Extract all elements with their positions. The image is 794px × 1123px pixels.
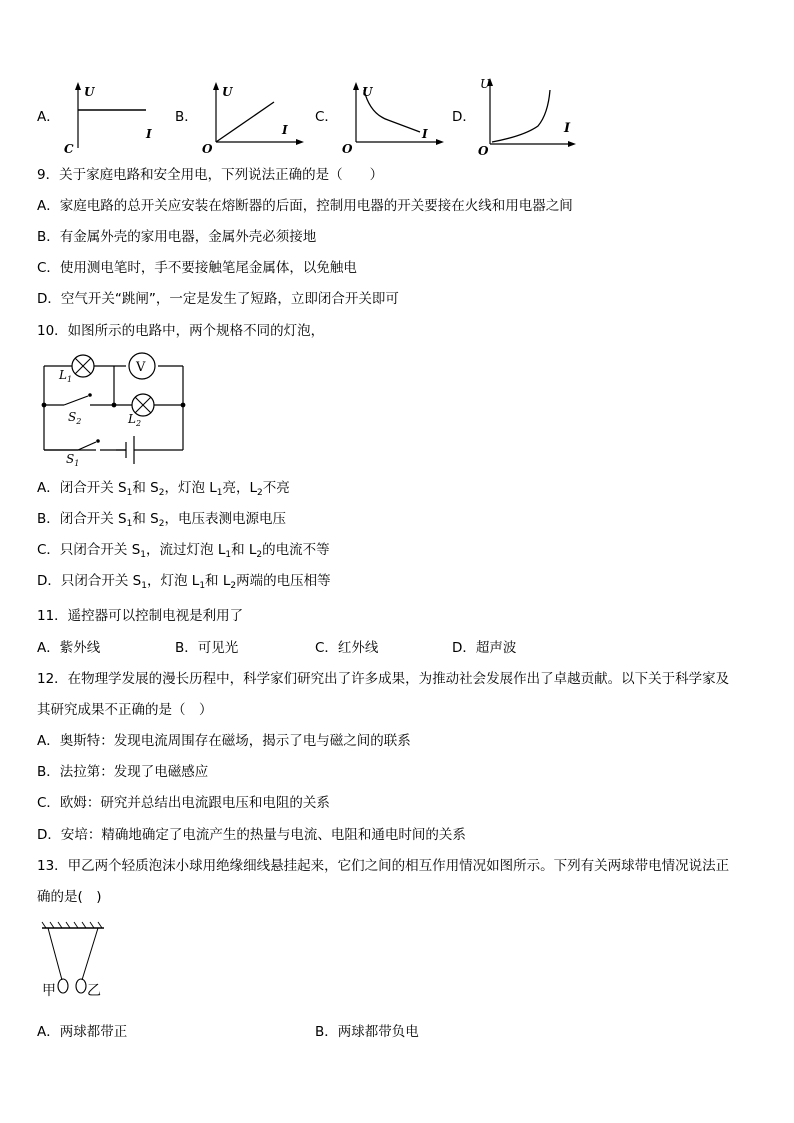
q13-hanging-balls-diagram: [38, 920, 110, 1004]
svg-text:L2: $L_2$: [128, 412, 142, 428]
svg-text:S1: $S_1$: [66, 452, 80, 468]
svg-text:U: U: [480, 77, 491, 91]
ball-yi-icon: [76, 979, 86, 993]
q12-option-c[interactable]: C．欧姆：研究并总结出电流跟电压和电阻的关系: [37, 795, 330, 811]
q10-option-a[interactable]: A．闭合开关 $S_1$和 $S_2$，灯泡 $L_1$亮，$L_2$不亮: [37, 480, 290, 498]
svg-text:O: O: [478, 144, 489, 156]
q11-option-d[interactable]: D．超声波: [452, 640, 517, 656]
graph-c: [336, 80, 446, 155]
q9-option-a[interactable]: A．家庭电路的总开关应安装在熔断器的后面，控制用电器的开关要接在火线和用电器之间: [37, 198, 573, 214]
svg-text:O: O: [342, 142, 353, 155]
svg-text:甲: 甲: [42, 983, 56, 999]
q12-stem-line2: 其研究成果不正确的是（ ）: [37, 702, 213, 718]
q12-option-b[interactable]: B．法拉第：发现了电磁感应: [37, 764, 209, 780]
graph-d: [476, 76, 586, 156]
svg-text:L1: $L_1$: [59, 368, 73, 384]
q13-option-b[interactable]: B．两球都带负电: [315, 1024, 419, 1040]
q11-option-b[interactable]: B．可见光: [175, 640, 239, 656]
svg-text:S2: $S_2$: [68, 410, 82, 426]
q13-option-a[interactable]: A．两球都带正: [37, 1024, 128, 1040]
svg-text:V: V: [136, 360, 146, 375]
q13-stem-line1: 13．甲乙两个轻质泡沫小球用绝缘细线悬挂起来，它们之间的相互作用情况如图所示。下列有关两球带电情况说法正: [37, 858, 730, 874]
svg-text:I: I: [422, 127, 428, 141]
svg-text:U: U: [362, 85, 373, 99]
svg-text:I: I: [282, 123, 288, 137]
q11-option-a[interactable]: A．紫外线: [37, 640, 101, 656]
option-letter: C．: [315, 109, 338, 125]
ball-jia-icon: [58, 979, 68, 993]
svg-text:乙: 乙: [87, 983, 101, 999]
graph-a: [58, 80, 158, 155]
q10-stem: 10．如图所示的电路中，两个规格不同的灯泡，: [37, 323, 325, 339]
svg-text:I: I: [564, 121, 571, 136]
q9-stem: 9．关于家庭电路和安全用电，下列说法正确的是（ ）: [37, 167, 384, 183]
svg-text:O: O: [202, 142, 213, 155]
svg-text:U: U: [84, 85, 95, 99]
q10-option-c[interactable]: C．只闭合开关 $S_1$，流过灯泡 $L_1$和 $L_2$的电流不等: [37, 542, 330, 560]
q10-circuit-diagram: [38, 350, 188, 468]
q9-option-b[interactable]: B．有金属外壳的家用电器，金属外壳必须接地: [37, 229, 317, 245]
q12-option-d[interactable]: D．安培：精确地确定了电流产生的热量与电流、电阻和通电时间的关系: [37, 827, 466, 843]
q12-stem-line1: 12．在物理学发展的漫长历程中，科学家们研究出了许多成果，为推动社会发展作出了卓越贡献。以下关于科学家及: [37, 671, 730, 687]
q10-option-b[interactable]: B．闭合开关 $S_1$和 $S_2$，电压表测电源电压: [37, 511, 286, 529]
q9-option-c[interactable]: C．使用测电笔时，手不要接触笔尾金属体，以免触电: [37, 260, 357, 276]
q9-option-d[interactable]: D．空气开关“跳闸”，一定是发生了短路，立即闭合开关即可: [37, 291, 399, 307]
q12-option-a[interactable]: A．奥斯特：发现电流周围存在磁场，揭示了电与磁之间的联系: [37, 733, 411, 749]
option-letter: A．: [37, 109, 60, 125]
q10-option-d[interactable]: D．只闭合开关 $S_1$，灯泡 $L_1$和 $L_2$两端的电压相等: [37, 573, 331, 591]
svg-text:C: C: [64, 142, 74, 155]
q11-option-c[interactable]: C．红外线: [315, 640, 379, 656]
q11-stem: 11．遥控器可以控制电视是利用了: [37, 608, 244, 624]
option-letter: B．: [175, 109, 198, 125]
graph-b: [196, 80, 306, 155]
svg-text:I: I: [146, 127, 152, 141]
svg-text:U: U: [222, 85, 233, 99]
option-letter: D．: [452, 109, 476, 125]
q13-stem-line2: 确的是( ): [37, 889, 102, 905]
